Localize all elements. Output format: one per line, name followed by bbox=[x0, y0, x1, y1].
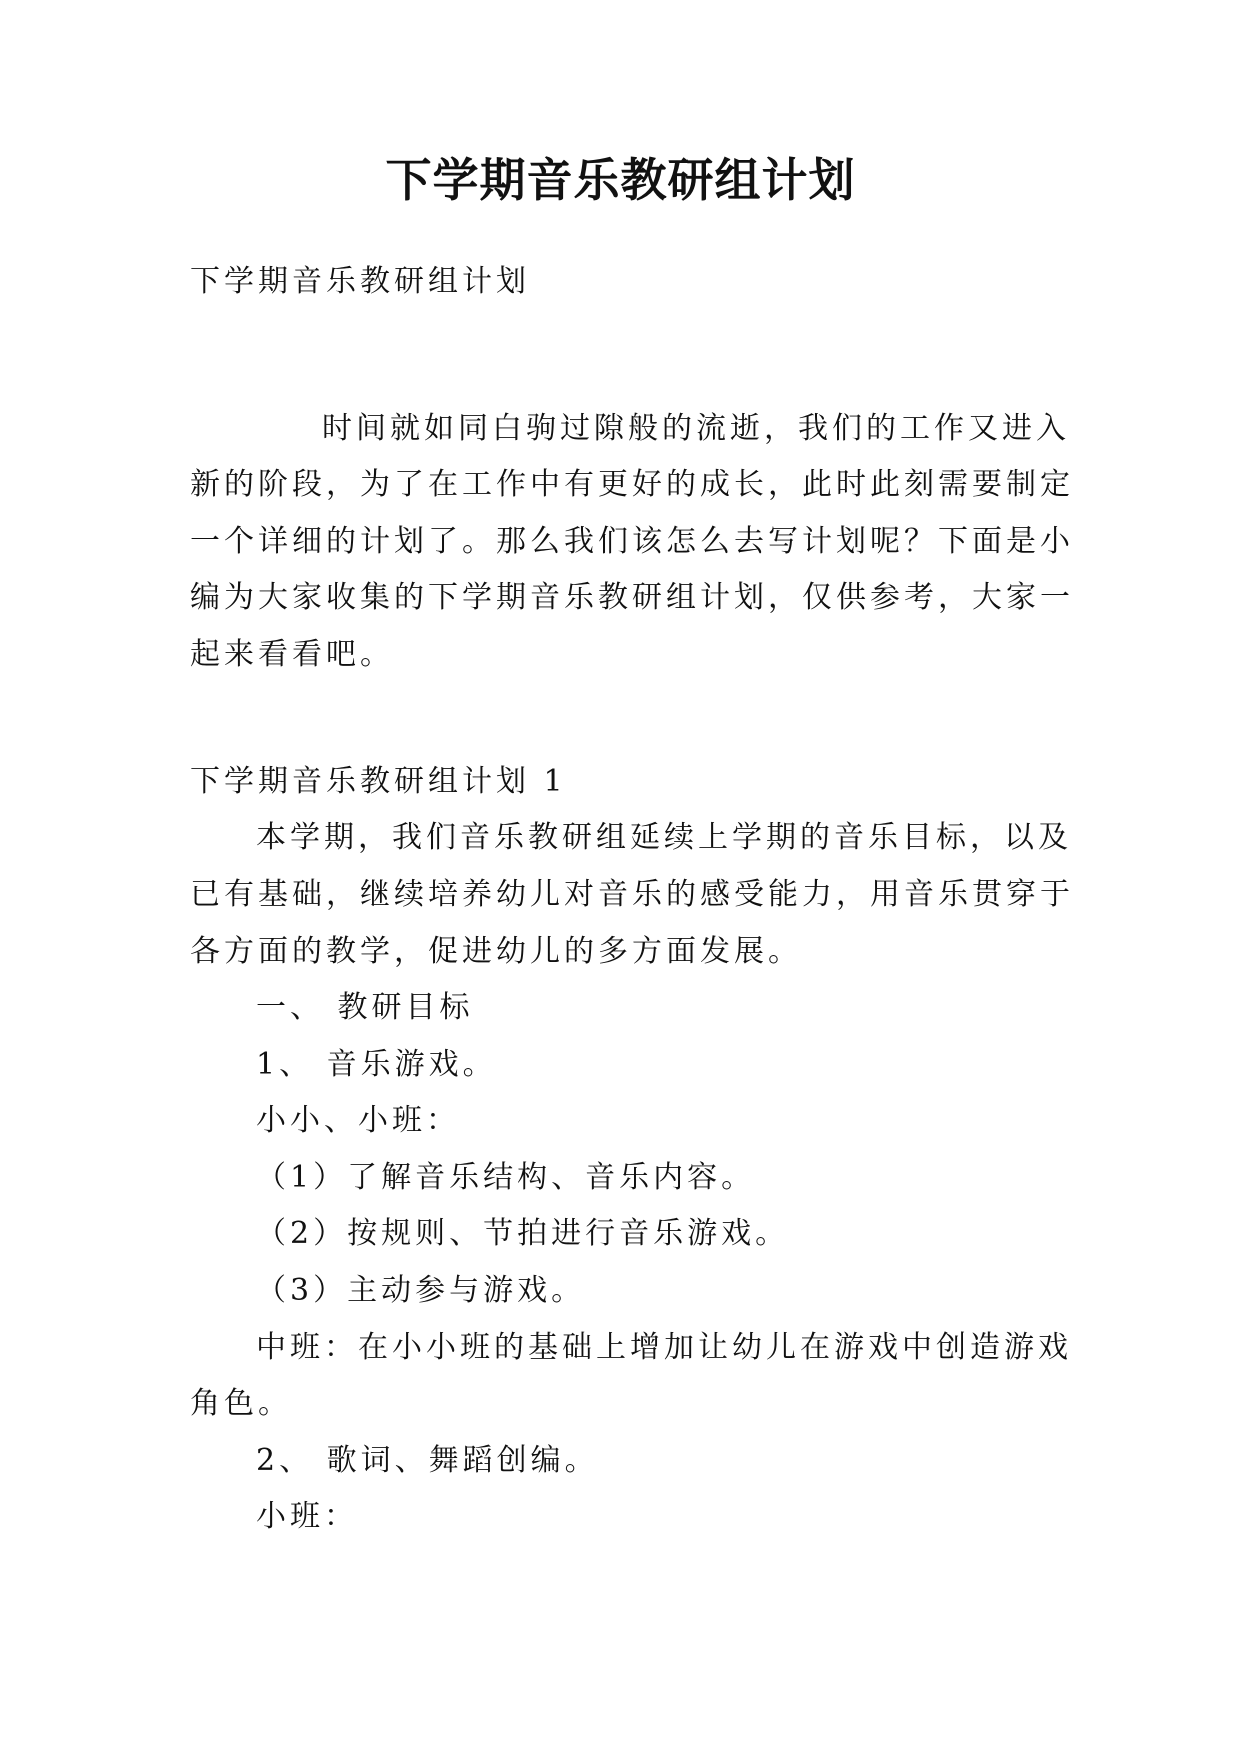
subtitle: 下学期音乐教研组计划 bbox=[190, 264, 530, 299]
intro-line-1: 时间就如同白驹过隙般的流逝，我们的工作又进入 bbox=[322, 411, 1070, 446]
intro-line-5: 起来看看吧。 bbox=[190, 637, 394, 672]
goal-item-1: 1、 音乐游戏。 bbox=[256, 1047, 497, 1082]
section-line-3: 各方面的教学，促进幼儿的多方面发展。 bbox=[190, 934, 802, 969]
goal-point-1: （1）了解音乐结构、音乐内容。 bbox=[256, 1160, 756, 1195]
goal-point-3: （3）主动参与游戏。 bbox=[256, 1273, 586, 1308]
goal-item-2: 2、 歌词、舞蹈创编。 bbox=[256, 1443, 599, 1478]
goal-point-2: （2）按规则、节拍进行音乐游戏。 bbox=[256, 1216, 790, 1251]
xiaoxiao-class-label: 小小、小班： bbox=[256, 1103, 460, 1138]
section-line-2: 已有基础，继续培养幼儿对音乐的感受能力，用音乐贯穿于 bbox=[190, 877, 1074, 912]
document-title: 下学期音乐教研组计划 bbox=[385, 153, 856, 207]
small-class-label: 小班： bbox=[256, 1499, 358, 1534]
section-heading: 下学期音乐教研组计划 1 bbox=[190, 764, 567, 799]
middle-class-line-1: 中班：在小小班的基础上增加让幼儿在游戏中创造游戏 bbox=[256, 1330, 1072, 1365]
intro-line-2: 新的阶段，为了在工作中有更好的成长，此时此刻需要制定 bbox=[190, 467, 1074, 502]
middle-class-line-2: 角色。 bbox=[190, 1386, 292, 1421]
goals-heading: 一、 教研目标 bbox=[256, 990, 474, 1025]
section-line-1: 本学期，我们音乐教研组延续上学期的音乐目标，以及 bbox=[256, 820, 1072, 855]
intro-line-3: 一个详细的计划了。那么我们该怎么去写计划呢？下面是小 bbox=[190, 524, 1074, 559]
intro-line-4: 编为大家收集的下学期音乐教研组计划，仅供参考，大家一 bbox=[190, 580, 1074, 615]
